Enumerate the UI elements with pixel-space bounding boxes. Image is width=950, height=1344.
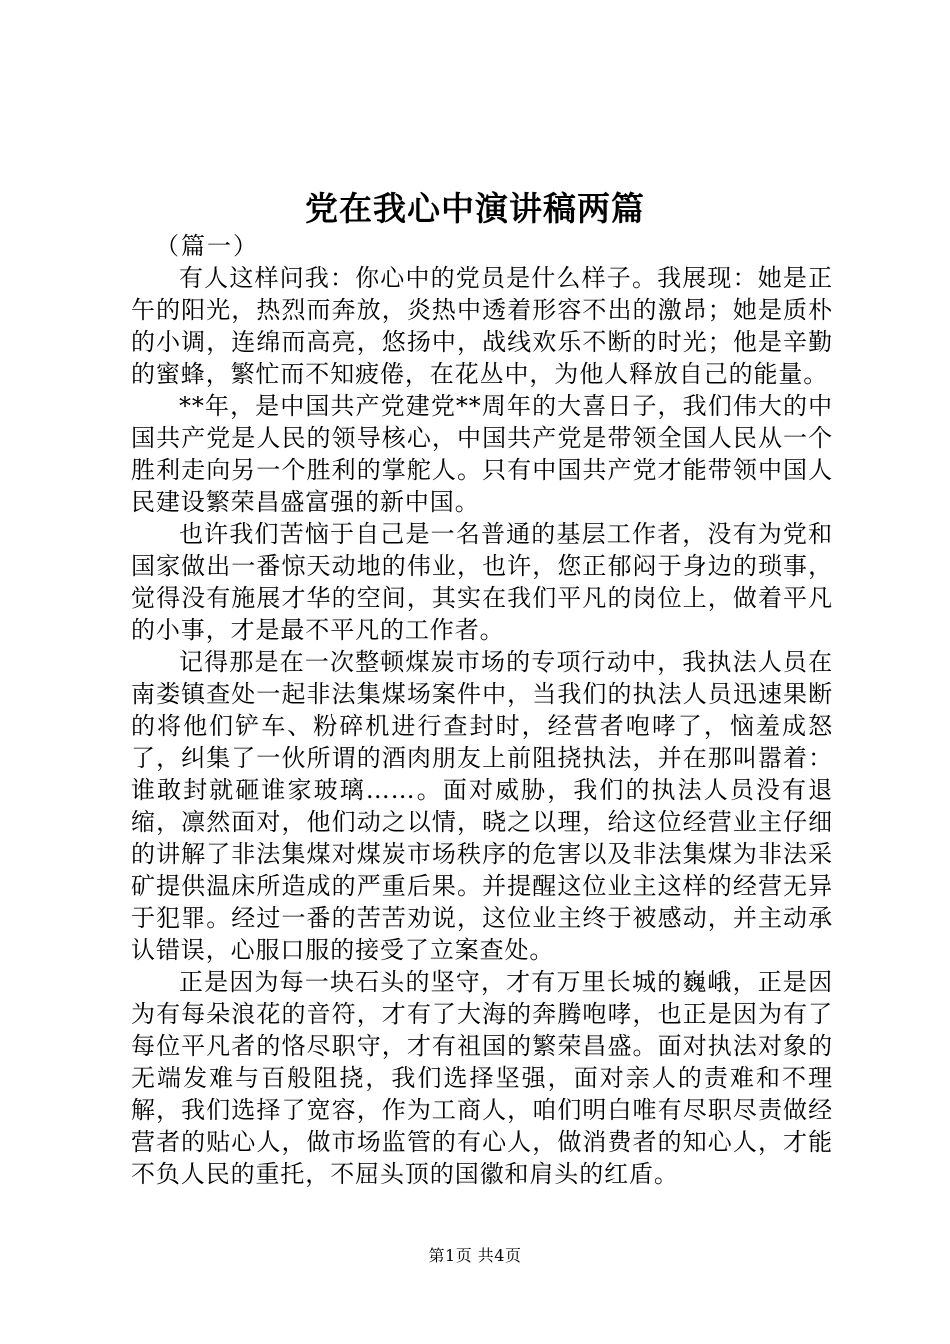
- document-body: [131, 230, 833, 1190]
- paragraph: 记得那是在一次整顿煤炭市场的专项行动中，我执法人员在南娄镇查处一起非法集煤场案件中，当我们的执法人员迅速果断的将他们铲车、粉碎机进行查封时，经营者咆哮了，恼羞成怒了，纠集了一伙所谓的酒肉朋友上前阻挠执法，并在那叫嚣着：谁敢封就砸谁家玻璃……。面对威胁，我们的执法人员没有退缩，凛然面对，他们动之以情，晓之以理，给这位经营业主仔细的讲解了非法集煤对煤炭市场秩序的危害以及非法集煤为非法采矿提供温床所造成的严重后果。并提醒这位业主这样的经营无异于犯罪。经过一番的苦苦劝说，这位业主终于被感动，并主动承认错误，心服口服的接受了立案查处。: [131, 648, 833, 964]
- paragraph: **年，是中国共产党建党**周年的大喜日子，我们伟大的中国共产党是人民的领导核心，中国共产党是带领全国人民从一个胜利走向另一个胜利的掌舵人。只有中国共产党才能带领中国人民建设繁荣昌盛富强的新中国。: [131, 392, 833, 516]
- page-footer: 第1页 共4页: [428, 1246, 522, 1265]
- document-title: 党在我心中演讲稿两篇: [305, 189, 645, 228]
- paragraph: 正是因为每一块石头的坚守，才有万里长城的巍峨，正是因为有每朵浪花的音符，才有了大海的奔腾咆哮，也正是因为有了每位平凡者的恪尽职守，才有祖国的繁荣昌盛。面对执法对象的无端发难与百般阻挠，我们选择坚强，面对亲人的责难和不理解，我们选择了宽容，作为工商人，咱们明白唯有尽职尽责做经营者的贴心人，做市场监管的有心人，做消费者的知心人，才能不负人民的重托，不屈头顶的国徽和肩头的红盾。: [131, 968, 833, 1188]
- section-label: （篇一）: [155, 232, 259, 260]
- paragraph: 有人这样问我：你心中的党员是什么样子。我展现：她是正午的阳光，热烈而奔放，炎热中透着形容不出的激昂；她是质朴的小调，连绵而高亮，悠扬中，战线欢乐不断的时光；他是辛勤的蜜蜂，繁忙而不知疲倦，在花丛中，为他人释放自己的能量。: [131, 264, 833, 388]
- paragraph: 也许我们苦恼于自己是一名普通的基层工作者，没有为党和国家做出一番惊天动地的伟业，也许，您正郁闷于身边的琐事，觉得没有施展才华的空间，其实在我们平凡的岗位上，做着平凡的小事，才是最不平凡的工作者。: [131, 520, 833, 644]
